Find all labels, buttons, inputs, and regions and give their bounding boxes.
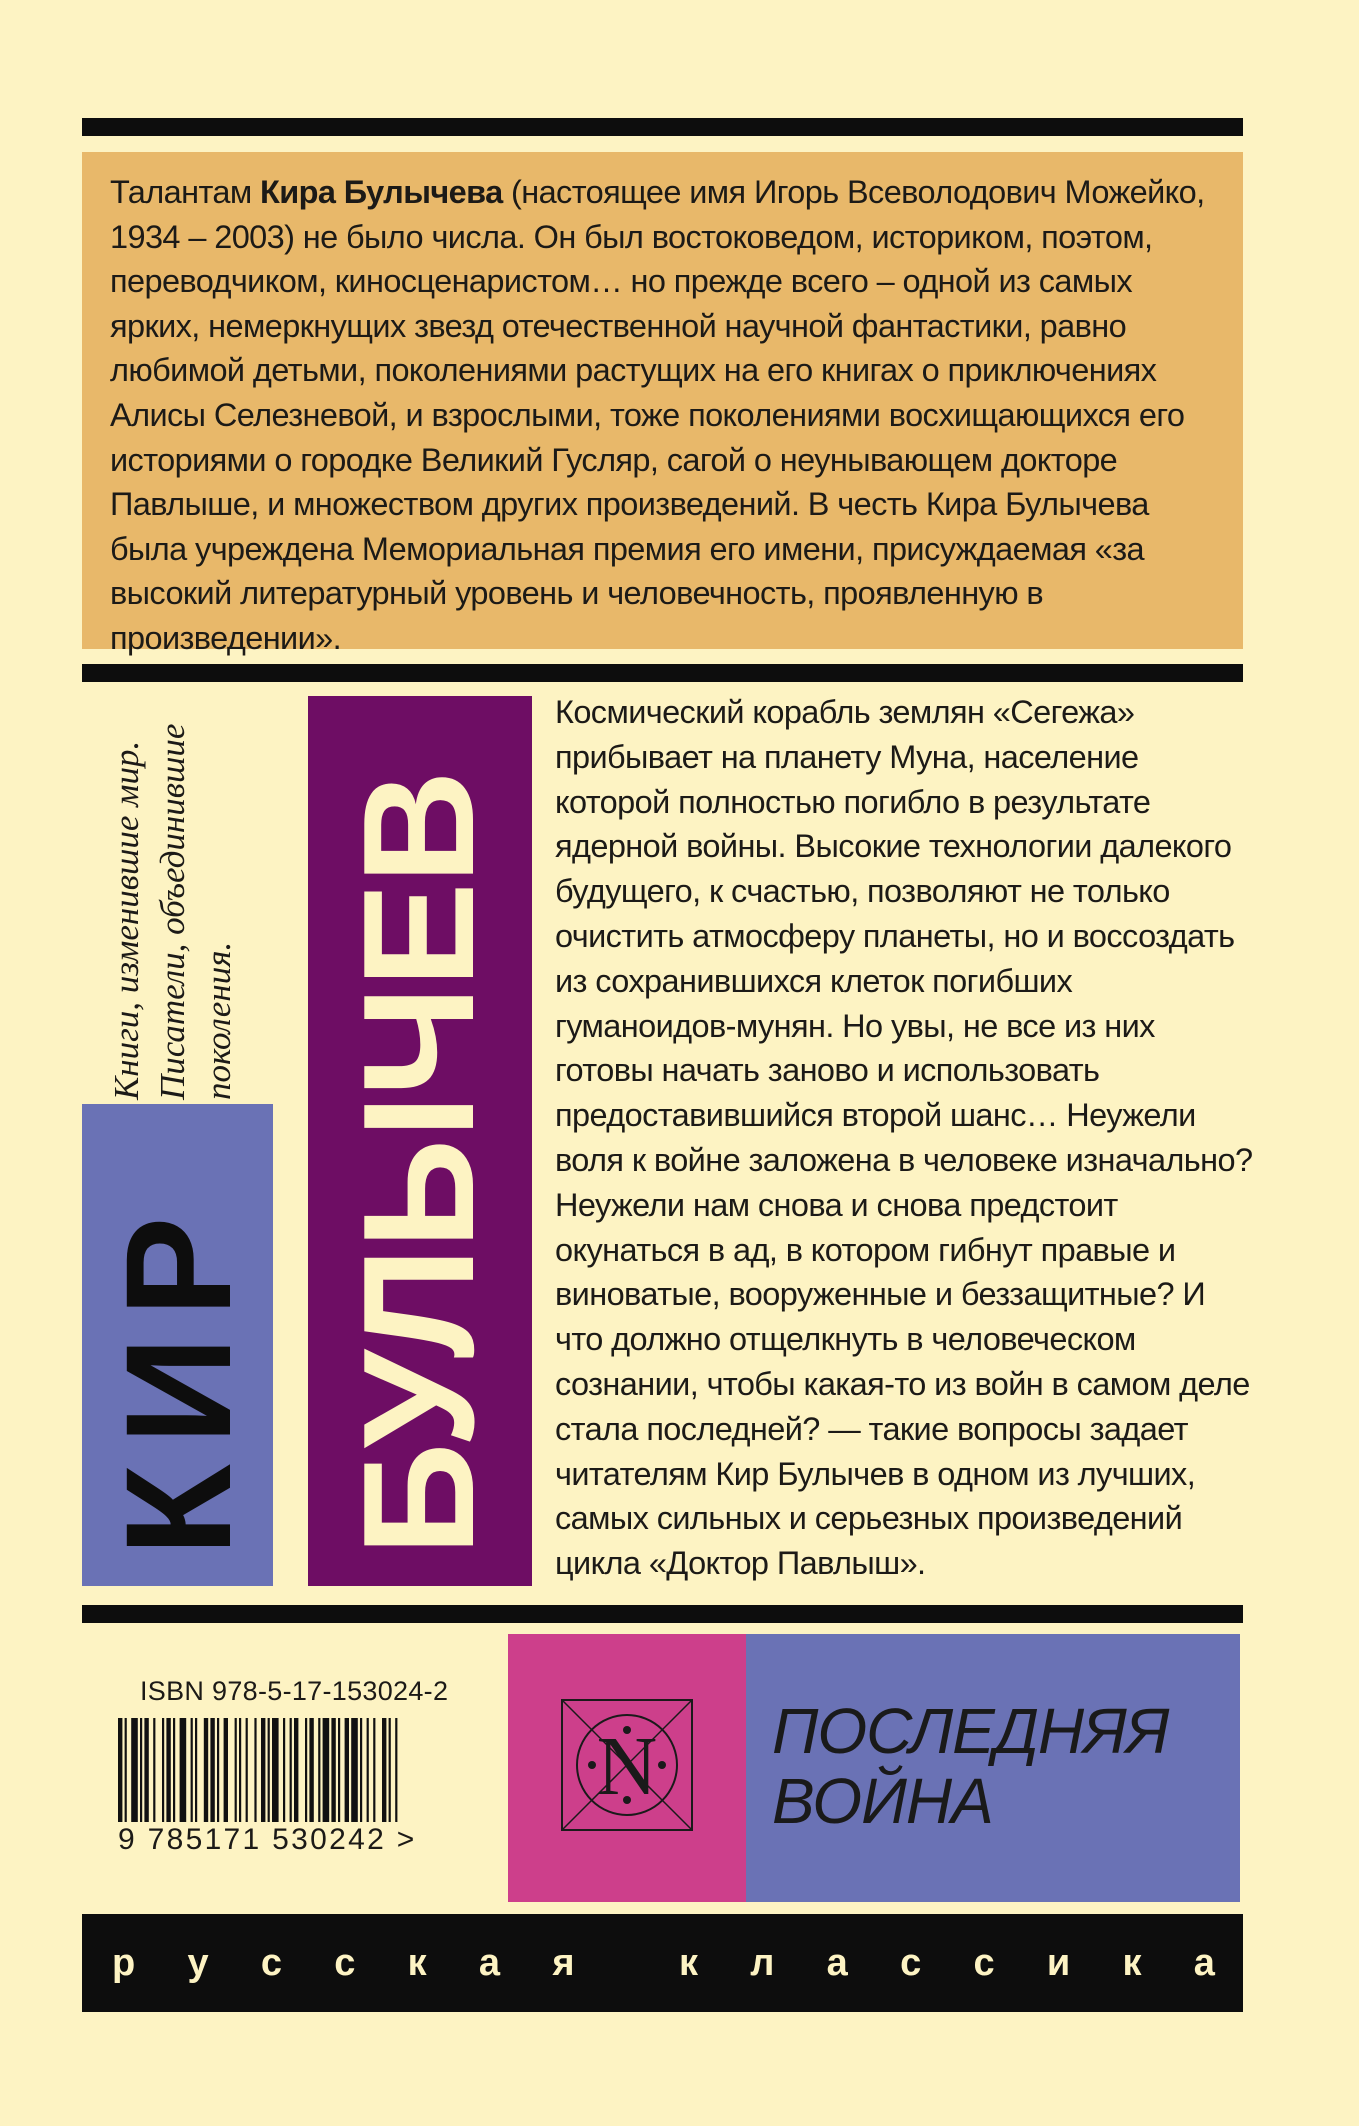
barcode-bar [318, 1718, 320, 1822]
barcode-bar [224, 1718, 228, 1822]
book-title-panel [746, 1634, 1240, 1902]
barcode-bar [367, 1718, 369, 1822]
barcode-bar [140, 1718, 142, 1822]
barcode-bar [162, 1718, 164, 1822]
barcode-bar [272, 1718, 279, 1822]
series-letter: и [1046, 1941, 1071, 1984]
author-bio-box [82, 152, 1243, 656]
barcode-bar [360, 1718, 362, 1822]
barcode-bar [323, 1718, 330, 1822]
barcode-bar [180, 1718, 187, 1822]
isbn-label: ISBN 978-5-17-153024-2 [140, 1676, 449, 1706]
author-last-name: БУЛЫЧЕВ [331, 772, 507, 1556]
series-letter: к [1122, 1941, 1142, 1984]
barcode-bar [373, 1718, 375, 1822]
barcode-bar [204, 1718, 208, 1822]
barcode-bar [351, 1718, 358, 1822]
barcode-bar [131, 1718, 138, 1822]
series-letter: с [334, 1941, 356, 1984]
barcode-bar [305, 1718, 307, 1822]
barcode-bar [210, 1718, 214, 1822]
series-letter: к [407, 1941, 427, 1984]
series-letter: а [478, 1941, 501, 1984]
middle-divider-bar [82, 664, 1243, 682]
barcode-bar [261, 1718, 265, 1822]
book-annotation: Космический корабль землян «Сегежа» прибывает на планету Муна, население которой полностью погибло в результате ядерной войны. Высокие технологии далекого будущего, к счастью, позволяют не только очистить атмосферу планеты, но и воссоздать из сохранившихся клеток погибших гуманоидов-мунян. Но увы, не все из них готовы начать заново и использовать предоставившийся второй шанс… Неужели воля к войне заложена в человеке изначально? Неужели нам снова и снова предстоит окунаться в ад, в котором гибнут правые и виноватые, вооруженные и беззащитные? И что должно отщелкнуть в человеческом сознании, чтобы какая-то из войн в самом деле стала последней? — такие вопросы задает читателям Кир Булычев в одном из лучших, самых сильных и серьезных произведений цикла «Доктор Павлыш». [555, 694, 1253, 1582]
series-letter: с [260, 1941, 282, 1984]
barcode-bar [235, 1718, 237, 1822]
series-letter: а [826, 1941, 848, 1984]
book-title-line-2: ВОЙНА [772, 1765, 993, 1837]
barcode-bar [382, 1718, 386, 1822]
series-letter: р [112, 1941, 136, 1984]
top-divider-bar [82, 118, 1243, 136]
barcode-bar [153, 1718, 155, 1822]
lower-divider-bar [82, 1605, 1243, 1623]
book-title [772, 1696, 1168, 1836]
barcode-bar [268, 1718, 270, 1822]
barcode-bar [191, 1718, 193, 1822]
series-letter: л [750, 1941, 775, 1984]
barcode-bar [239, 1718, 241, 1822]
barcode-digits: 9 785171 530242 > [118, 1823, 417, 1856]
barcode-bar [246, 1718, 248, 1822]
barcode-bar [395, 1718, 397, 1822]
bio-body: (настоящее имя Игорь Всеволодович Можейко, 1934 – 2003) не было числа. Он был востоковедом, историком, поэтом, переводчиком, киносценаристом… но прежде всего – одной из самых ярких, немеркнущих звезд отечественной научной фантастики, равно любимой детьми, поколениями растущих на его книгах о приключениях Алисы Селезневой, и взрослыми, тоже поколениями восхищающихся его историями о городке Великий Гусляр, сагой о неунывающем докторе Павлыше, и множеством других произведений. В честь Кира Булычева была учреждена Мемориальная премия его имени, присуждаемая «за высокий литературный уровень и человечность, проявленную в произведении». [110, 174, 1205, 656]
series-letter: к [679, 1941, 699, 1984]
series-letter: у [187, 1941, 209, 1984]
barcode-bar [144, 1718, 148, 1822]
barcode-bar [294, 1718, 298, 1822]
author-bio-text [110, 170, 1215, 661]
book-title-line-1: ПОСЛЕДНЯЯ [772, 1695, 1169, 1767]
barcode-bar [283, 1718, 285, 1822]
barcode-bar [309, 1718, 313, 1822]
series-letter: а [1193, 1941, 1215, 1984]
barcode-bar [118, 1718, 122, 1822]
bio-author-name: Кира Булычева [260, 174, 503, 210]
barcode-bar [173, 1718, 175, 1822]
barcode-bar [331, 1718, 335, 1822]
author-first-name: КИР [94, 1196, 262, 1556]
barcode-bar [195, 1718, 197, 1822]
barcode-bar [290, 1718, 292, 1822]
n-in-circle-emblem-icon [558, 1696, 696, 1834]
bio-intro: Талантам [110, 174, 261, 210]
barcode-bar [254, 1718, 256, 1822]
series-letter: я [552, 1941, 575, 1984]
barcode-bar [125, 1718, 127, 1822]
series-name-bar [82, 1914, 1243, 2012]
publisher-logo-panel [508, 1634, 746, 1902]
author-name-block [82, 696, 532, 1586]
barcode-bar [389, 1718, 391, 1822]
barcode-bar [217, 1718, 219, 1822]
barcode-bar [345, 1718, 349, 1822]
barcode-bar [338, 1718, 340, 1822]
barcode-bar [166, 1718, 170, 1822]
series-letter: с [900, 1941, 922, 1984]
series-letter: с [973, 1941, 995, 1984]
barcode [118, 1718, 478, 1822]
series-slogan: Книги, изменившие мир. Писатели, объединившие поколения. [107, 723, 238, 1100]
publisher-logo-letter: N [596, 1720, 658, 1813]
